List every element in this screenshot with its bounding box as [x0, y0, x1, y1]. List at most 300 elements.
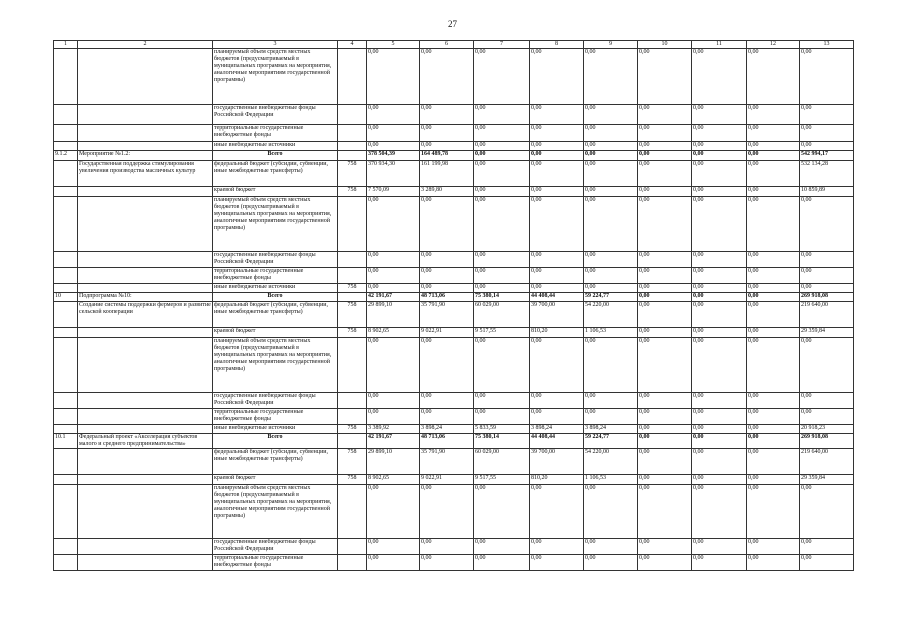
- row-name-cell: [78, 485, 213, 539]
- row-id-cell: [54, 252, 78, 268]
- value-cell: 0,00: [692, 49, 747, 105]
- value-cell: 0,00: [584, 485, 638, 539]
- budget-code-cell: [338, 105, 367, 125]
- value-cell: 0,00: [692, 293, 747, 302]
- value-cell: 0,00: [692, 425, 747, 434]
- row-name-cell: Мероприятие №1.2:: [78, 151, 213, 161]
- value-cell: 0,00: [692, 449, 747, 475]
- value-cell: 219 640,00: [800, 449, 854, 475]
- value-cell: 0,00: [692, 187, 747, 197]
- budget-code-cell: [338, 49, 367, 105]
- value-cell: 0,00: [638, 142, 692, 151]
- value-cell: 0,00: [367, 268, 420, 284]
- value-cell: 0,00: [800, 49, 854, 105]
- value-cell: 0,00: [747, 338, 800, 393]
- value-cell: 0,00: [692, 268, 747, 284]
- row-id-cell: [54, 187, 78, 197]
- budget-code-cell: 758: [338, 187, 367, 197]
- funding-source-cell: государственные внебюджетные фонды Российской Федерации: [213, 252, 338, 268]
- value-cell: 3 389,92: [367, 425, 420, 434]
- value-cell: 0,00: [367, 393, 420, 409]
- value-cell: 0,00: [367, 197, 420, 252]
- budget-code-cell: [338, 409, 367, 425]
- funding-source-cell: планируемый объем средств местных бюджетов (предусматриваемый в муниципальных программах на мероприятия, аналогичные мероприятиям государственной программы): [213, 485, 338, 539]
- value-cell: 0,00: [474, 284, 530, 293]
- row-id-cell: [54, 125, 78, 142]
- value-cell: 0,00: [692, 328, 747, 338]
- table-row: [54, 252, 854, 268]
- funding-source-cell: Всего: [213, 151, 338, 161]
- row-name-cell: [78, 449, 213, 475]
- funding-source-cell: государственные внебюджетные фонды Российской Федерации: [213, 393, 338, 409]
- value-cell: 0,00: [474, 125, 530, 142]
- value-cell: 0,00: [420, 268, 474, 284]
- value-cell: 0,00: [584, 49, 638, 105]
- row-id-cell: 9.1.2: [54, 151, 78, 161]
- value-cell: 0,00: [474, 409, 530, 425]
- value-cell: 0,00: [530, 142, 584, 151]
- value-cell: 0,00: [800, 393, 854, 409]
- value-cell: 0,00: [747, 125, 800, 142]
- table-row: [54, 338, 854, 393]
- value-cell: 0,00: [638, 268, 692, 284]
- budget-code-cell: [338, 539, 367, 555]
- value-cell: 0,00: [747, 555, 800, 571]
- value-cell: 0,00: [692, 105, 747, 125]
- budget-code-cell: 758: [338, 449, 367, 475]
- value-cell: 0,00: [474, 393, 530, 409]
- row-name-cell: [78, 197, 213, 252]
- budget-code-cell: 758: [338, 328, 367, 338]
- column-number: 8: [530, 41, 584, 49]
- column-number: 5: [367, 41, 420, 49]
- value-cell: 0,00: [800, 268, 854, 284]
- value-cell: 1 106,53: [584, 475, 638, 485]
- value-cell: 810,20: [530, 328, 584, 338]
- value-cell: 0,00: [800, 252, 854, 268]
- value-cell: 0,00: [747, 434, 800, 449]
- budget-code-cell: 758: [338, 161, 367, 187]
- row-id-cell: 10.1: [54, 434, 78, 449]
- value-cell: 0,00: [584, 105, 638, 125]
- value-cell: 0,00: [420, 197, 474, 252]
- value-cell: 54 220,00: [584, 302, 638, 328]
- value-cell: 0,00: [474, 268, 530, 284]
- value-cell: 0,00: [800, 197, 854, 252]
- column-number: 6: [420, 41, 474, 49]
- value-cell: 0,00: [692, 302, 747, 328]
- value-cell: 75 380,14: [474, 434, 530, 449]
- funding-source-cell: федеральный бюджет (субсидии, субвенции, иные межбюджетные трансферты): [213, 302, 338, 328]
- value-cell: 0,00: [530, 105, 584, 125]
- value-cell: 0,00: [747, 409, 800, 425]
- budget-code-cell: [338, 338, 367, 393]
- row-id-cell: [54, 555, 78, 571]
- budget-code-cell: [338, 142, 367, 151]
- funding-source-cell: территориальные государственные внебюджетные фонды: [213, 409, 338, 425]
- value-cell: 29 899,10: [367, 302, 420, 328]
- row-name-cell: [78, 49, 213, 105]
- row-name-cell: [78, 268, 213, 284]
- value-cell: 810,20: [530, 475, 584, 485]
- value-cell: 0,00: [747, 475, 800, 485]
- row-id-cell: [54, 328, 78, 338]
- value-cell: 0,00: [584, 187, 638, 197]
- value-cell: 0,00: [530, 49, 584, 105]
- value-cell: 0,00: [747, 539, 800, 555]
- budget-code-cell: 758: [338, 425, 367, 434]
- value-cell: 0,00: [638, 539, 692, 555]
- value-cell: 0,00: [747, 187, 800, 197]
- value-cell: 0,00: [800, 338, 854, 393]
- row-id-cell: [54, 105, 78, 125]
- value-cell: 0,00: [692, 539, 747, 555]
- value-cell: 9 517,55: [474, 328, 530, 338]
- value-cell: 0,00: [420, 539, 474, 555]
- budget-code-cell: 758: [338, 284, 367, 293]
- value-cell: 0,00: [530, 252, 584, 268]
- value-cell: 0,00: [747, 293, 800, 302]
- value-cell: 0,00: [474, 187, 530, 197]
- value-cell: 0,00: [638, 425, 692, 434]
- funding-source-cell: территориальные государственные внебюджетные фонды: [213, 125, 338, 142]
- value-cell: 0,00: [692, 161, 747, 187]
- table-row: [54, 302, 854, 328]
- table-row: [54, 197, 854, 252]
- value-cell: 0,00: [420, 555, 474, 571]
- row-name-cell: [78, 409, 213, 425]
- funding-source-cell: иные внебюджетные источники: [213, 142, 338, 151]
- value-cell: 0,00: [474, 142, 530, 151]
- row-name-cell: [78, 539, 213, 555]
- value-cell: 0,00: [638, 187, 692, 197]
- value-cell: 29 359,84: [800, 475, 854, 485]
- value-cell: 370 934,30: [367, 161, 420, 187]
- value-cell: 0,00: [747, 302, 800, 328]
- value-cell: 48 713,06: [420, 434, 474, 449]
- row-name-cell: Государственная поддержка стимулирования увеличения производства масличных культур: [78, 161, 213, 187]
- value-cell: 269 918,08: [800, 293, 854, 302]
- funding-source-cell: государственные внебюджетные фонды Российской Федерации: [213, 105, 338, 125]
- value-cell: 0,00: [420, 409, 474, 425]
- value-cell: 0,00: [747, 485, 800, 539]
- funding-source-cell: краевой бюджет: [213, 328, 338, 338]
- budget-code-cell: 758: [338, 475, 367, 485]
- value-cell: 0,00: [420, 105, 474, 125]
- column-number: 12: [747, 41, 800, 49]
- value-cell: 0,00: [638, 302, 692, 328]
- value-cell: 35 791,90: [420, 449, 474, 475]
- value-cell: 0,00: [638, 449, 692, 475]
- value-cell: 0,00: [367, 252, 420, 268]
- row-id-cell: [54, 539, 78, 555]
- column-number: 7: [474, 41, 530, 49]
- value-cell: 0,00: [474, 49, 530, 105]
- budget-code-cell: [338, 268, 367, 284]
- funding-source-cell: территориальные государственные внебюджетные фонды: [213, 268, 338, 284]
- value-cell: 0,00: [692, 485, 747, 539]
- value-cell: 3 898,24: [530, 425, 584, 434]
- value-cell: 0,00: [584, 393, 638, 409]
- budget-code-cell: 758: [338, 302, 367, 328]
- value-cell: 0,00: [638, 284, 692, 293]
- value-cell: 29 359,84: [800, 328, 854, 338]
- value-cell: 0,00: [638, 197, 692, 252]
- funding-source-cell: Всего: [213, 293, 338, 302]
- budget-code-cell: [338, 555, 367, 571]
- column-number: 13: [800, 41, 854, 49]
- value-cell: 0,00: [474, 338, 530, 393]
- table-row: [54, 425, 854, 434]
- value-cell: 0,00: [584, 338, 638, 393]
- value-cell: 0,00: [747, 393, 800, 409]
- value-cell: 0,00: [584, 151, 638, 161]
- funding-source-cell: территориальные государственные внебюджетные фонды: [213, 555, 338, 571]
- funding-source-cell: федеральный бюджет (субсидии, субвенции, иные межбюджетные трансферты): [213, 161, 338, 187]
- value-cell: 0,00: [420, 393, 474, 409]
- value-cell: 0,00: [747, 268, 800, 284]
- value-cell: 59 224,77: [584, 434, 638, 449]
- row-id-cell: 10: [54, 293, 78, 302]
- row-id-cell: [54, 142, 78, 151]
- value-cell: 0,00: [584, 161, 638, 187]
- value-cell: 532 134,28: [800, 161, 854, 187]
- table-row: [54, 142, 854, 151]
- value-cell: 75 380,14: [474, 293, 530, 302]
- value-cell: 0,00: [367, 105, 420, 125]
- column-number: 2: [78, 41, 213, 49]
- value-cell: 0,00: [367, 539, 420, 555]
- row-name-cell: [78, 105, 213, 125]
- value-cell: 0,00: [530, 125, 584, 142]
- value-cell: 0,00: [638, 393, 692, 409]
- value-cell: 0,00: [584, 268, 638, 284]
- budget-code-cell: [338, 485, 367, 539]
- table-row: [54, 409, 854, 425]
- funding-source-cell: краевой бюджет: [213, 475, 338, 485]
- value-cell: 0,00: [692, 475, 747, 485]
- value-cell: 0,00: [800, 142, 854, 151]
- value-cell: 0,00: [367, 284, 420, 293]
- row-name-cell: [78, 328, 213, 338]
- value-cell: 0,00: [474, 161, 530, 187]
- budget-code-cell: [338, 252, 367, 268]
- row-name-cell: [78, 425, 213, 434]
- value-cell: 0,00: [530, 485, 584, 539]
- row-id-cell: [54, 475, 78, 485]
- table-row: [54, 393, 854, 409]
- column-number: 1: [54, 41, 78, 49]
- value-cell: 0,00: [420, 284, 474, 293]
- row-name-cell: [78, 284, 213, 293]
- value-cell: 164 489,78: [420, 151, 474, 161]
- row-id-cell: [54, 393, 78, 409]
- value-cell: 542 994,17: [800, 151, 854, 161]
- row-id-cell: [54, 49, 78, 105]
- row-id-cell: [54, 425, 78, 434]
- value-cell: 0,00: [530, 555, 584, 571]
- value-cell: 0,00: [530, 393, 584, 409]
- value-cell: 54 220,00: [584, 449, 638, 475]
- value-cell: 0,00: [747, 151, 800, 161]
- value-cell: 29 899,10: [367, 449, 420, 475]
- table-row: [54, 161, 854, 187]
- table-row: [54, 449, 854, 475]
- value-cell: 0,00: [747, 105, 800, 125]
- value-cell: 3 289,80: [420, 187, 474, 197]
- funding-source-cell: государственные внебюджетные фонды Российской Федерации: [213, 539, 338, 555]
- row-id-cell: [54, 161, 78, 187]
- value-cell: 0,00: [638, 151, 692, 161]
- page-number: 27: [448, 19, 457, 29]
- value-cell: 3 898,24: [420, 425, 474, 434]
- value-cell: 0,00: [638, 125, 692, 142]
- funding-source-cell: краевой бюджет: [213, 187, 338, 197]
- column-number: 10: [638, 41, 692, 49]
- value-cell: 0,00: [420, 338, 474, 393]
- value-cell: 0,00: [747, 142, 800, 151]
- value-cell: 0,00: [474, 555, 530, 571]
- row-id-cell: [54, 268, 78, 284]
- value-cell: 39 700,00: [530, 449, 584, 475]
- column-number: 9: [584, 41, 638, 49]
- value-cell: 0,00: [692, 151, 747, 161]
- table-row: [54, 268, 854, 284]
- value-cell: 0,00: [530, 187, 584, 197]
- value-cell: 0,00: [638, 475, 692, 485]
- value-cell: 0,00: [584, 284, 638, 293]
- value-cell: 60 029,00: [474, 449, 530, 475]
- table-row-total: [54, 293, 854, 302]
- value-cell: 0,00: [638, 161, 692, 187]
- value-cell: 0,00: [420, 49, 474, 105]
- value-cell: 161 199,98: [420, 161, 474, 187]
- row-name-cell: [78, 142, 213, 151]
- value-cell: 0,00: [638, 338, 692, 393]
- table-row: [54, 125, 854, 142]
- value-cell: 0,00: [367, 49, 420, 105]
- value-cell: 0,00: [474, 252, 530, 268]
- value-cell: 378 504,39: [367, 151, 420, 161]
- value-cell: 0,00: [474, 197, 530, 252]
- value-cell: 0,00: [584, 409, 638, 425]
- row-name-cell: Федеральный проект «Акселерация субъектов малого и среднего предпринимательства»: [78, 434, 213, 449]
- row-name-cell: Подпрограмма №10:: [78, 293, 213, 302]
- value-cell: 0,00: [584, 252, 638, 268]
- value-cell: 0,00: [530, 409, 584, 425]
- value-cell: 0,00: [747, 252, 800, 268]
- value-cell: 0,00: [530, 161, 584, 187]
- column-number-row: [54, 41, 854, 49]
- value-cell: 48 713,06: [420, 293, 474, 302]
- column-number: 3: [213, 41, 338, 49]
- table-row: [54, 539, 854, 555]
- row-id-cell: [54, 302, 78, 328]
- budget-code-cell: [338, 151, 367, 161]
- value-cell: 0,00: [420, 252, 474, 268]
- value-cell: 0,00: [474, 151, 530, 161]
- value-cell: 0,00: [692, 393, 747, 409]
- value-cell: 0,00: [800, 539, 854, 555]
- table-row: [54, 105, 854, 125]
- row-name-cell: [78, 125, 213, 142]
- value-cell: 0,00: [692, 555, 747, 571]
- table-row: [54, 475, 854, 485]
- value-cell: 5 833,59: [474, 425, 530, 434]
- value-cell: 44 408,44: [530, 434, 584, 449]
- value-cell: 0,00: [530, 268, 584, 284]
- value-cell: 35 791,90: [420, 302, 474, 328]
- value-cell: 0,00: [747, 449, 800, 475]
- funding-source-cell: иные внебюджетные источники: [213, 425, 338, 434]
- row-name-cell: Создание системы поддержки фермеров и развитие сельской кооперации: [78, 302, 213, 328]
- value-cell: 1 106,53: [584, 328, 638, 338]
- row-name-cell: [78, 187, 213, 197]
- row-name-cell: [78, 252, 213, 268]
- value-cell: 0,00: [638, 105, 692, 125]
- value-cell: 0,00: [584, 539, 638, 555]
- value-cell: 8 902,65: [367, 475, 420, 485]
- value-cell: 0,00: [747, 197, 800, 252]
- value-cell: 0,00: [367, 125, 420, 142]
- value-cell: 0,00: [584, 142, 638, 151]
- value-cell: 44 408,44: [530, 293, 584, 302]
- value-cell: 0,00: [692, 409, 747, 425]
- row-id-cell: [54, 449, 78, 475]
- value-cell: 0,00: [800, 125, 854, 142]
- table-row: [54, 284, 854, 293]
- row-name-cell: [78, 338, 213, 393]
- row-id-cell: [54, 197, 78, 252]
- value-cell: 9 022,91: [420, 328, 474, 338]
- value-cell: 9 022,91: [420, 475, 474, 485]
- value-cell: 0,00: [530, 338, 584, 393]
- value-cell: 0,00: [692, 284, 747, 293]
- row-name-cell: [78, 555, 213, 571]
- value-cell: 0,00: [530, 197, 584, 252]
- value-cell: 0,00: [367, 338, 420, 393]
- budget-code-cell: [338, 434, 367, 449]
- row-name-cell: [78, 393, 213, 409]
- value-cell: 0,00: [367, 555, 420, 571]
- value-cell: 0,00: [800, 284, 854, 293]
- value-cell: 0,00: [692, 125, 747, 142]
- value-cell: 269 918,08: [800, 434, 854, 449]
- funding-source-cell: планируемый объем средств местных бюджетов (предусматриваемый в муниципальных программах на мероприятия, аналогичные мероприятиям государственной программы): [213, 49, 338, 105]
- value-cell: 0,00: [474, 539, 530, 555]
- value-cell: 0,00: [638, 328, 692, 338]
- value-cell: 0,00: [638, 252, 692, 268]
- value-cell: 0,00: [747, 328, 800, 338]
- value-cell: 0,00: [800, 409, 854, 425]
- value-cell: 0,00: [530, 151, 584, 161]
- value-cell: 0,00: [692, 142, 747, 151]
- table-row-total: [54, 151, 854, 161]
- column-number: 4: [338, 41, 367, 49]
- row-id-cell: [54, 338, 78, 393]
- column-number: 11: [692, 41, 747, 49]
- value-cell: 0,00: [420, 125, 474, 142]
- value-cell: 0,00: [747, 284, 800, 293]
- value-cell: 0,00: [638, 485, 692, 539]
- value-cell: 0,00: [638, 555, 692, 571]
- value-cell: 0,00: [800, 555, 854, 571]
- value-cell: 8 902,65: [367, 328, 420, 338]
- value-cell: 0,00: [584, 197, 638, 252]
- value-cell: 0,00: [692, 252, 747, 268]
- value-cell: 0,00: [638, 293, 692, 302]
- row-name-cell: [78, 475, 213, 485]
